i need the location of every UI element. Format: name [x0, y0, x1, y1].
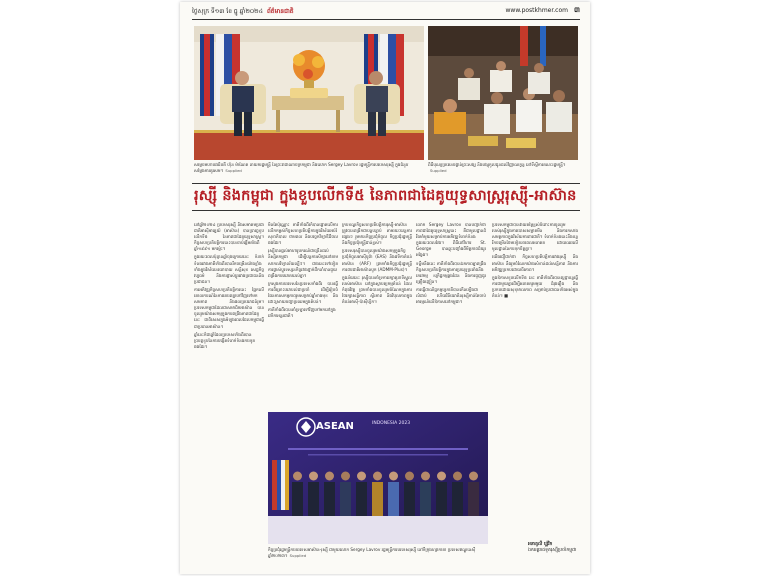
article-headline: រុស្ស៊ី និងកម្ពុជា ក្នុងខួបលើកទី៥ នៃភាពជាដៃគូយុទ្ធសាស្ត្ររុស្ស៊ី-អាស៊ាន — [194, 188, 577, 204]
page-number: ៣ — [574, 6, 580, 14]
paragraph: រុស្ស៊ីបានផ្ដល់អាហារូបករណ៍ជាច្រើនដល់និស្សិតកម្ពុជា ដើម្បីបន្តការសិក្សានៅតាមសាកលវិទ្យាល័យល្បីៗ។ ជាងនេះទៅទៀត ការផ្លាស់ប្ដូរទស្សនកិច្ចរវាងថ្នាក់ដឹកនាំបានជួយពង្រឹងការយោគយល់គ្នា។ — [268, 248, 338, 278]
paragraph: ប្រទេសកម្ពុជាបានវាយតម្លៃខ្ពស់ចំពោះការចូលរួមរបស់រុស្ស៊ីក្នុងការបោសសម្អាតមីន និងការកសាងសមត្ថភាពក្នុងវិស័យការពារជាតិ។ ទំនាក់ទំនងនេះនឹងបន្តរីកចម្រើនថែមទៀតនាពេលអនាគត ដោយឈរលើមូលដ្ឋាននៃការទុកចិត្តគ្នា។ — [492, 222, 578, 252]
paragraph: ប្រទេសរុស្ស៊ីបានចូលរួមយ៉ាងសកម្មក្នុងកិច្ចប្រជុំកំពូលអាស៊ីបូព៌ា (EAS) និងវេទិកាតំបន់អាស៊ាន (ARF) ព្រមទាំងកិច្ចប្រជុំរដ្ឋមន្ត្រីការពារជាតិអាស៊ានបូក (ADMM-Plus)។ — [342, 248, 412, 272]
paragraph: ភាគីទាំងពីរបានគាំទ្រគ្នាទៅវិញទៅមកនៅក្នុងវេទិកាអន្តរជាតិ។ — [268, 307, 336, 319]
header-date: ថ្ងៃសុក្រ ទី១៣ ខែ ធ្នូ ឆ្នាំ២០២៤ ព័ត៌មានជាតិ — [192, 8, 294, 15]
ceremony-photo-illustration — [428, 26, 578, 160]
ceremony-photo-caption: ពិធីបុណ្យប្រគេនចង្ហាន់ព្រះសង្ឃ និងបង្សុកូលជូនដល់វិញ្ញាណក្ខន្ធ នៅទីស្ដីការគណៈរដ្ឋមន្ត្រី។Supplied — [428, 162, 566, 173]
article-column-5 — [492, 222, 578, 538]
ceremony-photo-source: Supplied — [430, 167, 447, 173]
paragraph: ការធ្វើពាណិជ្ជកម្មទ្វេភាគីបានកើនឡើងជាលំដាប់ ហើយវិនិយោគិនរុស្ស៊ីកាន់តែចាប់អារម្មណ៍លើឱកាសនៅកម្ពុជា។ — [416, 286, 486, 305]
meeting-photo-caption: សម្ដេចមហាបវរធិបតី ហ៊ុន ម៉ាណែត នាយករដ្ឋមន្ត្រី នៃព្រះរាជាណាចក្រកម្ពុជា និងលោក Sergey Lavrov រដ្ឋមន្ត្រីការបរទេសរុស្ស៊ី ក្នុងជំនួបសម្ដែងការគួរសម។ Supplied — [194, 162, 409, 173]
article-column-1 — [194, 222, 264, 562]
author-byline — [528, 542, 576, 554]
paragraph: មិនតែប៉ុណ្ណោះ ភាគីទាំងពីរក៏បានផ្ដោតលើការលើកកម្ពស់កិច្ចសហប្រតិបត្តិការក្នុងវិស័យអប់រំ សុខាភិបាល ថាមពល និងបច្ចេកវិទ្យាឌីជីថលផងដែរ។ — [268, 222, 338, 246]
meeting-photo-source: Supplied — [225, 167, 242, 173]
meeting-photo — [194, 26, 424, 160]
headline-top-rule — [192, 183, 580, 184]
asean-photo-illustration — [268, 412, 488, 544]
ceremony-photo — [428, 26, 578, 160]
asean-photo-caption: កិច្ចប្រជុំរដ្ឋមន្ត្រីការបរទេសអាស៊ាន-រុស្ស៊ី ជាមួយលោក Sergey Lavrov រដ្ឋមន្ត្រីការបរទេសរុស្ស៊ី នៅទីក្រុងហ្សាកាតា ប្រទេសឥណ្ឌូនេស៊ី ឆ្នាំ២០២៣។ Supplied — [268, 547, 476, 558]
paragraph: លោក Sergey Lavrov បានបញ្ជាក់ថា ភាពជាដៃគូយុទ្ធសាស្ត្រនេះ គឺជាមូលដ្ឋានដ៏រឹងមាំមួយសម្រាប់ការអភិវឌ្ឍទំនាក់ទំនងក្នុងរយៈពេលវែង។ ពិធីនៅវិហារ St. George បានឆ្លុះបញ្ចាំងពីមិត្តភាពដ៏យូរអង្វែង។ — [416, 222, 486, 258]
author-name: អនាតូលី បូរ៉ូវិក — [528, 542, 553, 547]
paragraph: ក្រសួងការបរទេសនៃប្រទេសទាំងពីរ បានធ្វើការពិគ្រោះយោបល់ជាប្រចាំ ដើម្បីរៀបចំផែនការសកម្មភាពរួមសម្រាប់ឆ្នាំខាងមុខ និងដោះស្រាយបញ្ហាប្រឈមក្នុងតំបន់។ — [268, 280, 338, 305]
asean-logo-subtext: INDONESIA 2023 — [372, 421, 411, 426]
article-column-2 — [268, 222, 338, 408]
paragraph: ការអភិវឌ្ឍកិច្ចសហប្រតិបត្តិការនេះ ផ្អែកលើគោលការណ៍នៃការគោរពគ្នាទៅវិញទៅមក សមភាព និងផលប្រយោជន៍រួម។ ប្រទេសកម្ពុជាដែលជាសមាជិកអាស៊ាន បានចូលរួមយ៉ាងសកម្មក្នុងការពង្រឹងភាពជាដៃគូនេះ ជាពិសេសក្នុងអំឡុងពេលដែលកម្ពុជាធ្វើជាប្រធានអាស៊ាន។ — [194, 286, 264, 329]
asean-photo — [268, 412, 488, 544]
article-column-3 — [342, 222, 412, 408]
asean-logo-text: ASEAN — [316, 421, 354, 432]
asean-photo-source: Supplied — [289, 552, 307, 558]
header-website: www.postkhmer.com — [505, 7, 568, 14]
paragraph: យើងជឿជាក់ថា កិច្ចសហប្រតិបត្តិការរវាងរុស្ស៊ី និងអាស៊ាន នឹងរួមចំណែកយ៉ាងសំខាន់ដល់សន្តិភាព និងការអភិវឌ្ឍប្រកបដោយចីរភាព។ — [492, 254, 578, 272]
author-title: ឯកអគ្គរាជទូតរុស្ស៊ីប្រចាំកម្ពុជា — [528, 548, 577, 553]
headline-bottom-rule — [192, 210, 580, 211]
paragraph: ក្នុងឱកាសខួបលើកទី៥ នេះ ភាគីទាំងពីរបានប្ដេជ្ញាបន្តធ្វើការជាមួយគ្នាដើម្បីអនាគតរួមមួយ ដ៏រុងរឿង និងប្រកបដោយសុខុមាលភាព សម្រាប់ប្រជាជនទាំងអស់ក្នុងតំបន់។ ■ — [492, 274, 578, 299]
article-column-4 — [416, 222, 486, 408]
paragraph: ទន្ទឹមនឹងនេះ ភាគីទាំងពីរបានឯកភាពគ្នាពង្រឹងកិច្ចសហប្រតិបត្តិការក្នុងការប្រយុទ្ធប្រឆាំងនឹងភេរវកម្ម ឧក្រិដ្ឋកម្មឆ្លងដែន និងការជួញដូរគ្រឿងញៀន។ — [416, 260, 486, 284]
paragraph: ឆ្នាំនេះក៏ជាឆ្នាំដែលប្រទេសទាំងពីរបានប្រារព្ធខួបនៃការបង្កើតទំនាក់ទំនងការទូតផងដែរ។ — [194, 331, 256, 349]
paragraph: ក្របខណ្ឌកិច្ចសហប្រតិបត្តិការរុស្ស៊ី-អាស៊ាន ត្រូវបានពង្រីកជាបន្តបន្ទាប់ តាមរយៈយន្តការផ្សេងៗ រួមមានកិច្ចប្រជុំកំពូល កិច្ចប្រជុំរដ្ឋមន្ត្រី និងកិច្ចប្រជុំមន្ត្រីជាន់ខ្ពស់។ — [342, 222, 412, 246]
header-rule — [192, 19, 580, 20]
paragraph: ក្នុងរយៈពេលប៉ុន្មានឆ្នាំចុងក្រោយនេះ ទំនាក់ទំនងរវាងភាគីទាំងពីរបានរីកចម្រើនយ៉ាងខ្លាំង ទាំងក្នុងវិស័យនយោបាយ សន្តិសុខ សេដ្ឋកិច្ច វប្បធម៌ និងការផ្លាស់ប្ដូររវាងប្រជាជននិងប្រជាជន។ — [194, 254, 264, 284]
header-section: ព័ត៌មានជាតិ — [266, 8, 294, 15]
newspaper-page — [180, 2, 590, 574]
meeting-photo-illustration — [194, 26, 424, 160]
paragraph: នៅឆ្នាំ២០២៤ ប្រទេសរុស្ស៊ី និងសមាគមប្រជាជាតិអាស៊ីអាគ្នេយ៍ (អាស៊ាន) បានប្រារព្ធខួបលើកទី៥ នៃភាពជាដៃគូយុទ្ធសាស្ត្រ។ កិច្ចសហប្រតិបត្តិការនេះបានចាប់ផ្ដើមតាំងពីឆ្នាំ១៩៩១ មកម្ល៉េះ។ — [194, 222, 264, 252]
page-header — [192, 7, 580, 17]
paragraph: ក្នុងន័យនេះ រុស្ស៊ីបានគាំទ្រការរក្សាតួនាទីស្នូលរបស់អាស៊ាន នៅក្នុងស្ថាបត្យកម្មតំបន់ ដែលកំពុងវិវត្ត ព្រមទាំងបានចូលរួមចំណែកក្នុងការថែរក្សាសន្តិភាព ស្ថិរភាព និងវិបុលភាពក្នុងតំបន់អាស៊ី-ប៉ាស៊ីហ្វិក។ — [342, 274, 412, 305]
